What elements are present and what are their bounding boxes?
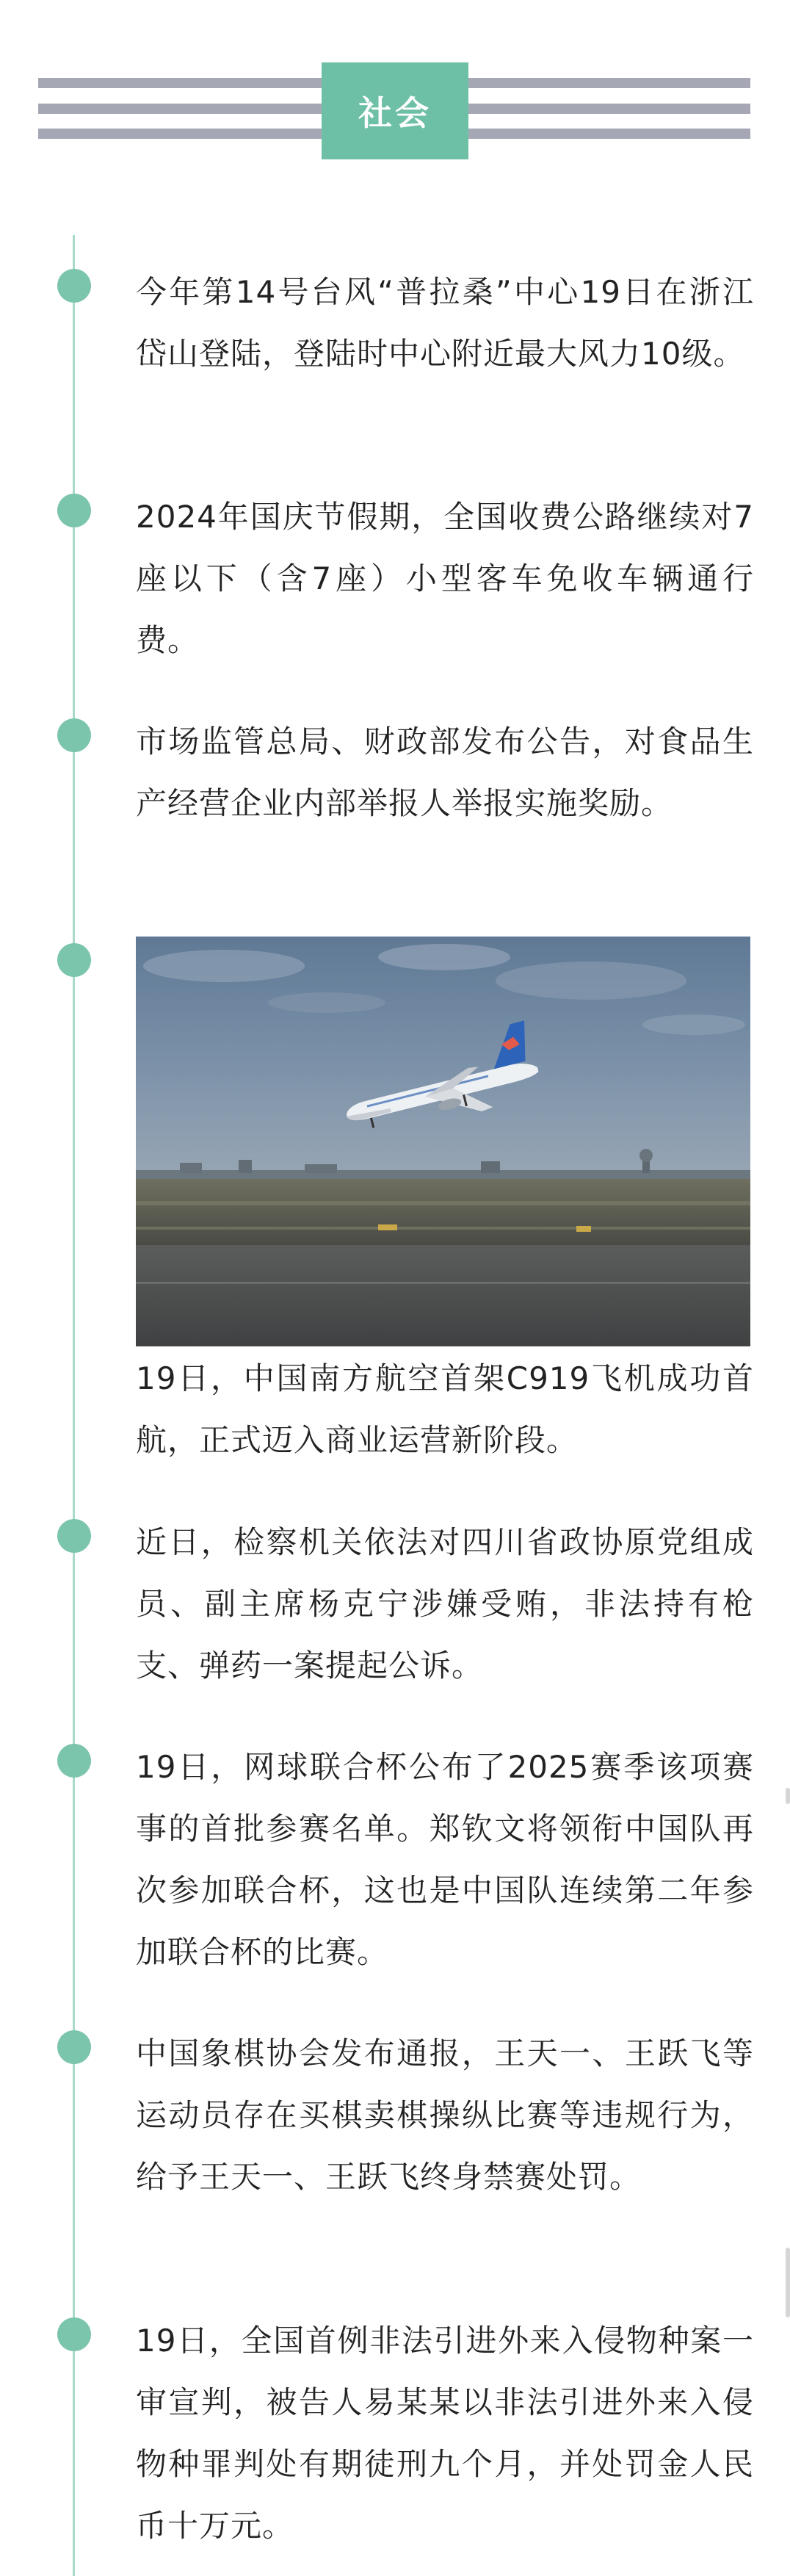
section-header <box>0 0 790 176</box>
news-item: 19日，全国首例非法引进外来入侵物种案一审宣判，被告人易某某以非法引进外来入侵物种罪判处有期徒刑九个月，并处罚金人民币十万元。 <box>136 2323 754 2544</box>
news-item: 中国象棋协会发布通报，王天一、王跃飞等运动员存在买棋卖棋操纵比赛等违规行为，给予王天一、王跃飞终身禁赛处罚。 <box>136 2035 754 2195</box>
section-title-badge <box>322 62 468 159</box>
timeline-dot <box>57 1744 91 1778</box>
timeline-dot <box>57 494 91 527</box>
timeline-dot <box>57 2030 91 2064</box>
news-item: 市场监管总局、财政部发布公告，对食品生产经营企业内部举报人举报实施奖励。 <box>136 724 754 821</box>
timeline-dot <box>57 2317 91 2351</box>
scrollbar-marker[interactable] <box>786 1788 790 1804</box>
scrollbar-marker[interactable] <box>786 2248 790 2317</box>
news-item: 19日，网球联合杯公布了2025赛季该项赛事的首批参赛名单。郑钦文将领衔中国队再次参加联合杯，这也是中国队连续第二年参加联合杯的比赛。 <box>136 1749 754 1970</box>
timeline-dot <box>57 1519 91 1553</box>
photo-caption: 19日，中国南方航空首架C919飞机成功首航，正式迈入商业运营新阶段。 <box>136 1360 754 1458</box>
timeline-line <box>73 235 75 2576</box>
section-title: 社会 <box>358 93 432 133</box>
timeline-dot <box>57 718 91 752</box>
timeline-dot <box>57 943 91 977</box>
news-item: 2024年国庆节假期，全国收费公路继续对7座以下（含7座）小型客车免收车辆通行费。 <box>136 499 754 658</box>
news-item: 今年第14号台风“普拉桑”中心19日在浙江岱山登陆，登陆时中心附近最大风力10级。 <box>136 274 754 372</box>
airplane-takeoff-photo <box>136 937 750 1346</box>
news-item: 近日，检察机关依法对四川省政协原党组成员、副主席杨克宁涉嫌受贿，非法持有枪支、弹药一案提起公诉。 <box>136 1524 754 1684</box>
timeline-dot <box>57 269 91 303</box>
